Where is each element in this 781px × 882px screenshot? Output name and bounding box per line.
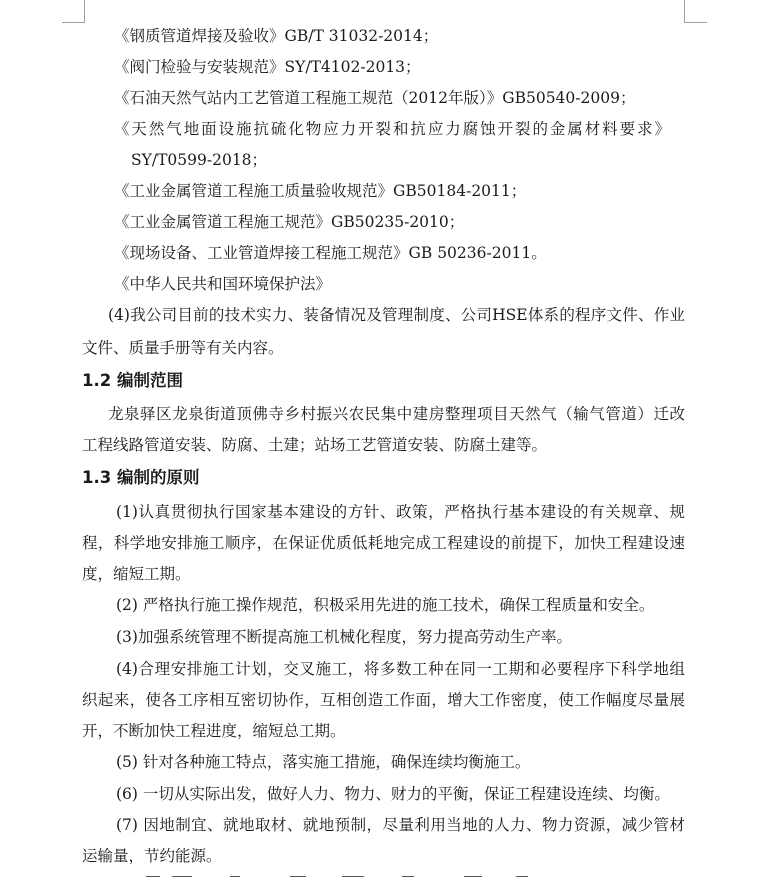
standard-line: 《钢质管道焊接及验收》GB/T 31032-2014； — [114, 27, 439, 45]
section-heading: 1.2 编制范围 — [82, 371, 183, 390]
paragraph-line: 工程线路管道安装、防腐、土建；站场工艺管道安装、防腐土建等。 — [82, 436, 548, 454]
paragraph-line: (4)我公司目前的技术实力、装备情况及管理制度、公司HSE体系的程序文件、作业 — [108, 306, 685, 324]
paragraph-line: 龙泉驿区龙泉街道顶佛寺乡村振兴农民集中建房整理项目天然气（输气管道）迁改 — [108, 405, 685, 423]
section-heading: 1.3 编制的原则 — [82, 468, 200, 487]
standard-line: 《现场设备、工业管道焊接工程施工规范》GB 50236-2011。 — [114, 244, 547, 262]
paragraph-line: (5) 针对各种施工特点，落实施工措施，确保连续均衡施工。 — [116, 753, 531, 771]
standard-line: 《中华人民共和国环境保护法》 — [114, 275, 332, 293]
paragraph-line: (6) 一切从实际出发，做好人力、物力、财力的平衡，保证工程建设连续、均衡。 — [116, 785, 670, 803]
paragraph-line: (7) 因地制宜、就地取材、就地预制，尽量利用当地的人力、物力资源，减少管材 — [116, 816, 685, 834]
standard-line: 《工业金属管道工程施工规范》GB50235-2010； — [114, 213, 465, 231]
paragraph-line: (1)认真贯彻执行国家基本建设的方针、政策，严格执行基本建设的有关规章、规 — [116, 503, 685, 521]
paragraph-line: 度，缩短工期。 — [82, 565, 191, 583]
crop-mark-top-left — [62, 0, 85, 23]
paragraph-line: 运输量，节约能源。 — [82, 847, 222, 865]
paragraph-line: 文件、质量手册等有关内容。 — [82, 339, 284, 357]
paragraph-line: (2) 严格执行施工操作规范，积极采用先进的施工技术，确保工程质量和安全。 — [116, 596, 655, 614]
standard-line: 《工业金属管道工程施工质量验收规范》GB50184-2011； — [114, 182, 527, 200]
standard-line: 《天然气地面设施抗硫化物应力开裂和抗应力腐蚀开裂的金属材料要求》 — [114, 120, 670, 138]
paragraph-line: (3)加强系统管理不断提高施工机械化程度，努力提高劳动生产率。 — [116, 628, 572, 646]
crop-mark-top-right — [684, 0, 707, 23]
paragraph-line: 程，科学地安排施工顺序，在保证优质低耗地完成工程建设的前提下，加快工程建设速 — [82, 534, 685, 552]
paragraph-line: (4)合理安排施工计划，交叉施工，将多数工种在同一工期和必要程序下科学地组 — [116, 660, 685, 678]
cut-off-text-line — [80, 876, 690, 882]
standard-line: SY/T0599-2018； — [131, 151, 268, 169]
paragraph-line: 开，不断加快工程进度，缩短总工期。 — [82, 722, 346, 740]
paragraph-line: 织起来，使各工序相互密切协作，互相创造工作面，增大工作密度，使工作幅度尽量展 — [82, 691, 685, 709]
standard-line: 《阀门检验与安装规范》SY/T4102-2013； — [114, 58, 421, 76]
standard-line: 《石油天然气站内工艺管道工程施工规范（2012年版）》GB50540-2009； — [114, 89, 636, 107]
